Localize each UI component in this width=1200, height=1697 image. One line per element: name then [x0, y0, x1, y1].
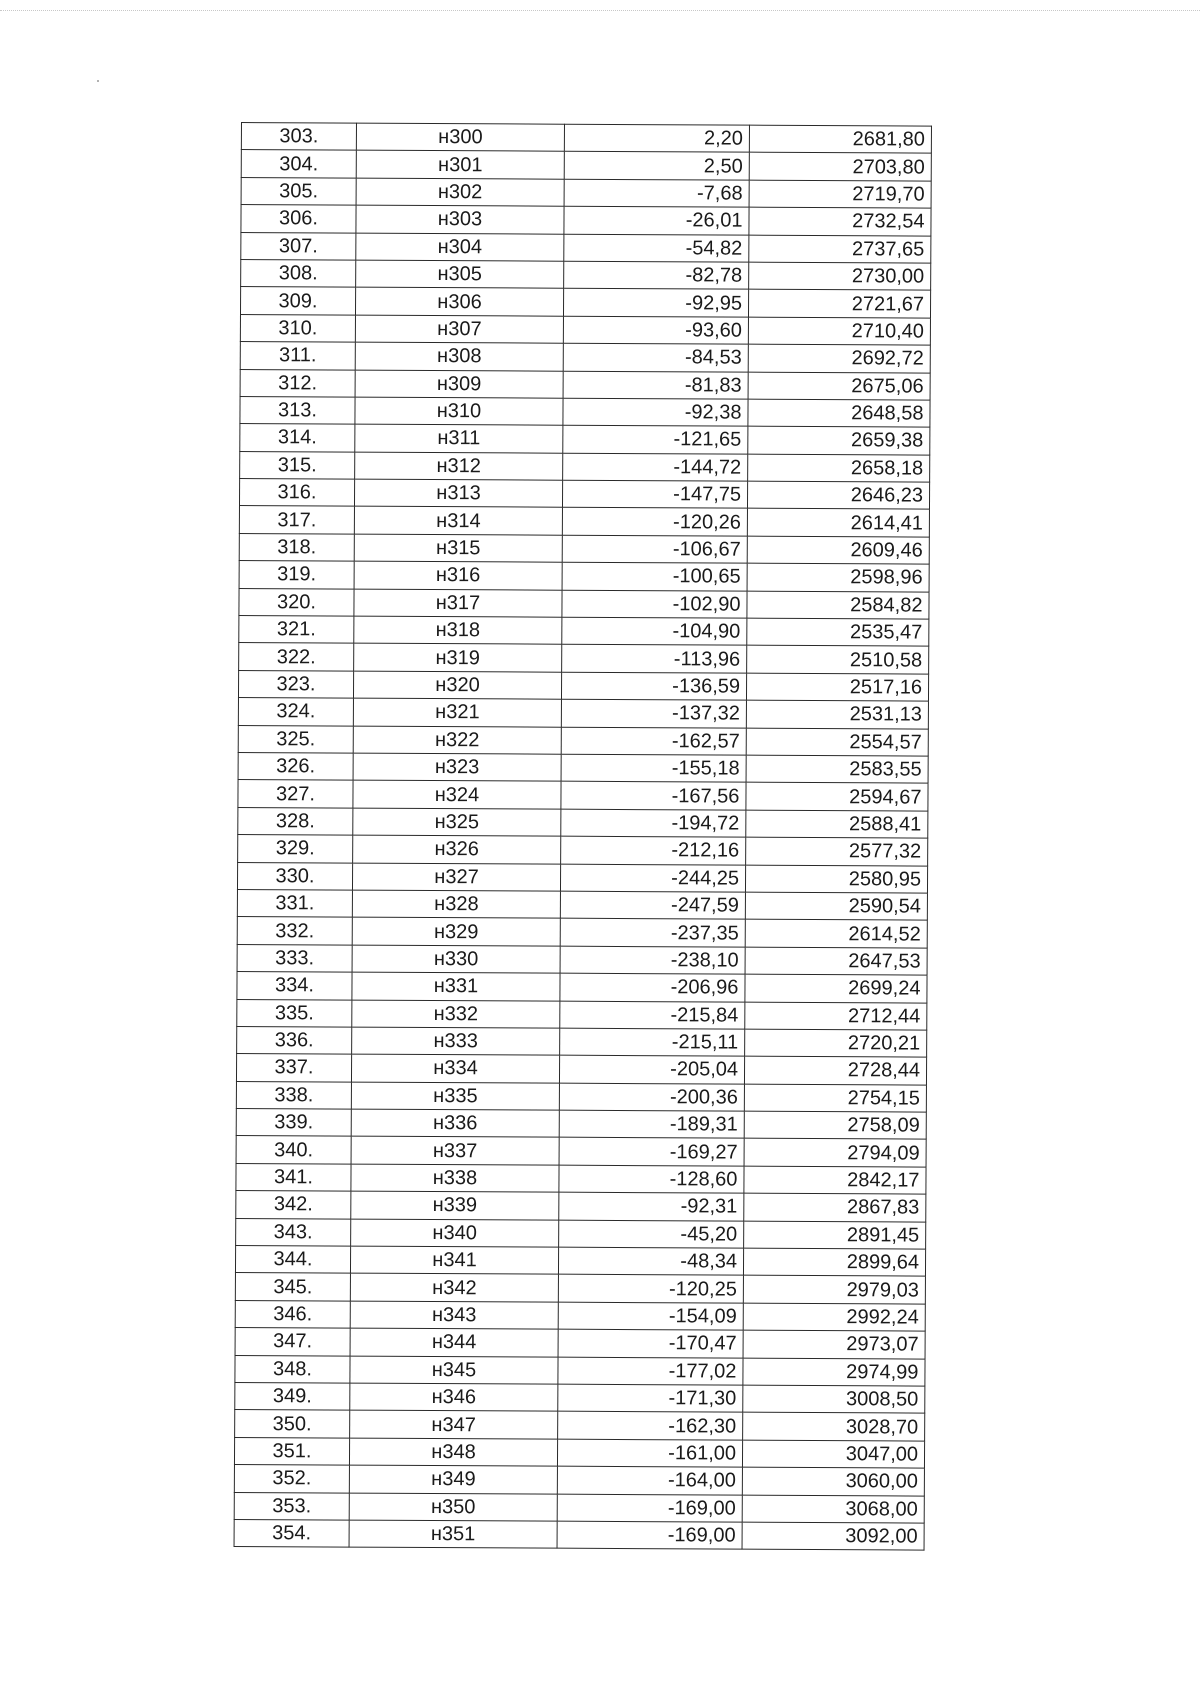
row-number-cell: 307. [241, 232, 356, 260]
table-row [236, 1081, 926, 1112]
x-coordinate-cell: -205,04 [559, 1055, 744, 1083]
row-number-cell: 321. [239, 616, 354, 644]
row-number-cell: 325. [238, 725, 353, 753]
row-number-cell: 343. [236, 1218, 351, 1246]
y-coordinate-cell: 2598,96 [747, 563, 929, 591]
x-coordinate-cell: -113,96 [562, 645, 747, 673]
point-name-cell: н309 [355, 370, 563, 398]
x-coordinate-cell: -84,53 [563, 343, 748, 371]
y-coordinate-cell: 2659,38 [748, 426, 930, 454]
x-coordinate-cell: -7,68 [564, 179, 749, 207]
x-coordinate-cell: -238,10 [560, 946, 745, 974]
point-name-cell: н339 [351, 1191, 559, 1219]
y-coordinate-cell: 2974,99 [743, 1358, 925, 1386]
x-coordinate-cell: -128,60 [559, 1165, 744, 1193]
point-name-cell: н313 [354, 479, 562, 507]
x-coordinate-cell: -162,30 [558, 1412, 743, 1440]
point-name-cell: н337 [351, 1137, 559, 1165]
y-coordinate-cell: 2648,58 [748, 399, 930, 427]
table-row [238, 780, 928, 811]
table-row [239, 561, 929, 592]
row-number-cell: 312. [240, 369, 355, 397]
point-name-cell: н302 [356, 178, 564, 206]
point-name-cell: н343 [350, 1301, 558, 1329]
x-coordinate-cell: -120,25 [558, 1275, 743, 1303]
table-row [235, 1300, 925, 1331]
row-number-cell: 317. [239, 506, 354, 534]
table-row [239, 643, 929, 674]
y-coordinate-cell: 2867,83 [744, 1193, 926, 1221]
table-row [236, 1054, 926, 1085]
x-coordinate-cell: -144,72 [563, 453, 748, 481]
y-coordinate-cell: 3092,00 [742, 1522, 924, 1550]
table-row [238, 835, 928, 866]
table-row [238, 725, 928, 756]
x-coordinate-cell: -100,65 [562, 562, 747, 590]
y-coordinate-cell: 3047,00 [742, 1440, 924, 1468]
row-number-cell: 354. [234, 1519, 349, 1547]
point-name-cell: н341 [350, 1246, 558, 1274]
row-number-cell: 350. [235, 1410, 350, 1438]
point-name-cell: н303 [356, 205, 564, 233]
x-coordinate-cell: -48,34 [558, 1247, 743, 1275]
row-number-cell: 323. [238, 670, 353, 698]
row-number-cell: 328. [238, 807, 353, 835]
point-name-cell: н331 [352, 972, 560, 1000]
x-coordinate-cell: -82,78 [564, 261, 749, 289]
x-coordinate-cell: -167,56 [561, 782, 746, 810]
table-row [241, 232, 931, 263]
table-row [238, 807, 928, 838]
point-name-cell: н351 [349, 1520, 557, 1548]
row-number-cell: 331. [237, 889, 352, 917]
row-number-cell: 305. [241, 177, 356, 205]
x-coordinate-cell: -26,01 [564, 206, 749, 234]
x-coordinate-cell: -45,20 [559, 1220, 744, 1248]
y-coordinate-cell: 2580,95 [745, 865, 927, 893]
row-number-cell: 353. [234, 1492, 349, 1520]
y-coordinate-cell: 2721,67 [748, 290, 930, 318]
point-name-cell: н350 [349, 1493, 557, 1521]
x-coordinate-cell: -161,00 [557, 1439, 742, 1467]
row-number-cell: 349. [235, 1382, 350, 1410]
table-row [235, 1328, 925, 1359]
row-number-cell: 339. [236, 1109, 351, 1137]
point-name-cell: н319 [354, 644, 562, 672]
y-coordinate-cell: 2992,24 [743, 1303, 925, 1331]
row-number-cell: 324. [238, 698, 353, 726]
row-number-cell: 333. [237, 944, 352, 972]
row-number-cell: 332. [237, 917, 352, 945]
table-row [238, 698, 928, 729]
point-name-cell: н332 [352, 1000, 560, 1028]
y-coordinate-cell: 2973,07 [743, 1330, 925, 1358]
point-name-cell: н327 [352, 863, 560, 891]
table-row [236, 1109, 926, 1140]
x-coordinate-cell: -206,96 [560, 973, 745, 1001]
x-coordinate-cell: -102,90 [562, 590, 747, 618]
row-number-cell: 345. [235, 1273, 350, 1301]
point-name-cell: н322 [353, 726, 561, 754]
point-name-cell: н305 [356, 260, 564, 288]
x-coordinate-cell: -212,16 [561, 836, 746, 864]
point-name-cell: н310 [355, 397, 563, 425]
row-number-cell: 309. [240, 287, 355, 315]
x-coordinate-cell: -164,00 [557, 1466, 742, 1494]
row-number-cell: 314. [240, 424, 355, 452]
y-coordinate-cell: 2891,45 [744, 1221, 926, 1249]
y-coordinate-cell: 2510,58 [747, 646, 929, 674]
y-coordinate-cell: 2732,54 [749, 207, 931, 235]
y-coordinate-cell: 2554,57 [746, 728, 928, 756]
table-row [238, 752, 928, 783]
table-row [237, 999, 927, 1030]
point-name-cell: н304 [356, 233, 564, 261]
table-row [237, 944, 927, 975]
y-coordinate-cell: 2979,03 [743, 1276, 925, 1304]
point-name-cell: н338 [351, 1164, 559, 1192]
point-name-cell: н346 [350, 1383, 558, 1411]
y-coordinate-cell: 2646,23 [747, 481, 929, 509]
y-coordinate-cell: 2692,72 [748, 344, 930, 372]
x-coordinate-cell: -215,11 [560, 1028, 745, 1056]
table-row [239, 479, 929, 510]
row-number-cell: 347. [235, 1328, 350, 1356]
point-name-cell: н345 [350, 1356, 558, 1384]
row-number-cell: 340. [236, 1136, 351, 1164]
point-name-cell: н325 [353, 808, 561, 836]
x-coordinate-cell: -247,59 [560, 891, 745, 919]
y-coordinate-cell: 3028,70 [743, 1413, 925, 1441]
table-row [234, 1519, 924, 1550]
table-row [241, 150, 931, 181]
x-coordinate-cell: -120,26 [562, 508, 747, 536]
point-name-cell: н314 [354, 507, 562, 535]
point-name-cell: н320 [353, 671, 561, 699]
y-coordinate-cell: 2531,13 [746, 700, 928, 728]
y-coordinate-cell: 2710,40 [748, 317, 930, 345]
point-name-cell: н334 [351, 1054, 559, 1082]
x-coordinate-cell: -92,38 [563, 398, 748, 426]
table-row [241, 205, 931, 236]
table-row [239, 616, 929, 647]
table-row [240, 287, 930, 318]
row-number-cell: 320. [239, 588, 354, 616]
table-row [237, 972, 927, 1003]
table-row [236, 1136, 926, 1167]
row-number-cell: 313. [240, 396, 355, 424]
point-name-cell: н316 [354, 561, 562, 589]
table-row [241, 177, 931, 208]
row-number-cell: 346. [235, 1300, 350, 1328]
y-coordinate-cell: 2583,55 [746, 755, 928, 783]
row-number-cell: 316. [239, 479, 354, 507]
x-coordinate-cell: -54,82 [564, 234, 749, 262]
x-coordinate-cell: -169,00 [557, 1521, 742, 1549]
x-coordinate-cell: -106,67 [562, 535, 747, 563]
y-coordinate-cell: 3060,00 [742, 1467, 924, 1495]
row-number-cell: 335. [237, 999, 352, 1027]
y-coordinate-cell: 2577,32 [746, 837, 928, 865]
point-name-cell: н307 [355, 315, 563, 343]
table-row [240, 451, 930, 482]
x-coordinate-cell: 2,50 [564, 152, 749, 180]
y-coordinate-cell: 2588,41 [746, 810, 928, 838]
table-row [240, 424, 930, 455]
table-row [237, 917, 927, 948]
point-name-cell: н344 [350, 1328, 558, 1356]
point-name-cell: н323 [353, 753, 561, 781]
table-row [234, 1465, 924, 1496]
x-coordinate-cell: 2,20 [564, 124, 749, 152]
table-row [241, 259, 931, 290]
x-coordinate-cell: -171,30 [558, 1384, 743, 1412]
x-coordinate-cell: -162,57 [561, 727, 746, 755]
y-coordinate-cell: 2720,21 [745, 1029, 927, 1057]
table-row [234, 1437, 924, 1468]
y-coordinate-cell: 2517,16 [746, 673, 928, 701]
table-row [234, 1492, 924, 1523]
y-coordinate-cell: 2703,80 [749, 153, 931, 181]
row-number-cell: 322. [239, 643, 354, 671]
row-number-cell: 319. [239, 561, 354, 589]
y-coordinate-cell: 2728,44 [744, 1056, 926, 1084]
table-row [240, 342, 930, 373]
table-row [235, 1355, 925, 1386]
row-number-cell: 330. [237, 862, 352, 890]
y-coordinate-cell: 2754,15 [744, 1084, 926, 1112]
point-name-cell: н301 [356, 150, 564, 178]
point-name-cell: н317 [354, 589, 562, 617]
x-coordinate-cell: -200,36 [559, 1083, 744, 1111]
row-number-cell: 303. [241, 123, 356, 151]
y-coordinate-cell: 2658,18 [748, 454, 930, 482]
table-row [236, 1163, 926, 1194]
row-number-cell: 310. [240, 314, 355, 342]
row-number-cell: 329. [238, 835, 353, 863]
y-coordinate-cell: 2609,46 [747, 536, 929, 564]
point-name-cell: н311 [355, 424, 563, 452]
row-number-cell: 311. [240, 342, 355, 370]
row-number-cell: 352. [234, 1465, 349, 1493]
table-row [240, 369, 930, 400]
y-coordinate-cell: 2681,80 [749, 125, 931, 153]
x-coordinate-cell: -147,75 [562, 480, 747, 508]
row-number-cell: 341. [236, 1163, 351, 1191]
y-coordinate-cell: 2647,53 [745, 947, 927, 975]
y-coordinate-cell: 2730,00 [749, 262, 931, 290]
y-coordinate-cell: 2794,09 [744, 1139, 926, 1167]
y-coordinate-cell: 2614,41 [747, 509, 929, 537]
row-number-cell: 327. [238, 780, 353, 808]
row-number-cell: 342. [236, 1191, 351, 1219]
table-row [239, 506, 929, 537]
x-coordinate-cell: -92,31 [559, 1192, 744, 1220]
y-coordinate-cell: 2535,47 [747, 618, 929, 646]
x-coordinate-cell: -169,27 [559, 1138, 744, 1166]
point-name-cell: н326 [353, 835, 561, 863]
table-row [235, 1246, 925, 1277]
x-coordinate-cell: -155,18 [561, 754, 746, 782]
point-name-cell: н330 [352, 945, 560, 973]
y-coordinate-cell: 3008,50 [743, 1385, 925, 1413]
x-coordinate-cell: -81,83 [563, 371, 748, 399]
x-coordinate-cell: -244,25 [560, 864, 745, 892]
x-coordinate-cell: -104,90 [562, 617, 747, 645]
row-number-cell: 351. [234, 1437, 349, 1465]
y-coordinate-cell: 2614,52 [745, 919, 927, 947]
x-coordinate-cell: -92,95 [563, 289, 748, 317]
x-coordinate-cell: -121,65 [563, 425, 748, 453]
scan-top-edge [0, 10, 1200, 11]
x-coordinate-cell: -237,35 [560, 919, 745, 947]
point-name-cell: н347 [350, 1410, 558, 1438]
row-number-cell: 308. [241, 259, 356, 287]
x-coordinate-cell: -169,00 [557, 1494, 742, 1522]
x-coordinate-cell: -189,31 [559, 1110, 744, 1138]
y-coordinate-cell: 2590,54 [745, 892, 927, 920]
point-name-cell: н318 [354, 616, 562, 644]
row-number-cell: 348. [235, 1355, 350, 1383]
row-number-cell: 326. [238, 752, 353, 780]
point-name-cell: н348 [349, 1438, 557, 1466]
table-row [239, 533, 929, 564]
row-number-cell: 334. [237, 972, 352, 1000]
point-name-cell: н315 [354, 534, 562, 562]
point-name-cell: н336 [351, 1109, 559, 1137]
x-coordinate-cell: -154,09 [558, 1302, 743, 1330]
point-name-cell: н349 [349, 1465, 557, 1493]
point-name-cell: н321 [353, 698, 561, 726]
table-row [241, 123, 931, 154]
x-coordinate-cell: -137,32 [561, 699, 746, 727]
point-name-cell: н333 [352, 1027, 560, 1055]
table-row [237, 1026, 927, 1057]
point-name-cell: н308 [355, 342, 563, 370]
row-number-cell: 318. [239, 533, 354, 561]
point-name-cell: н342 [350, 1273, 558, 1301]
row-number-cell: 336. [237, 1026, 352, 1054]
point-name-cell: н329 [352, 917, 560, 945]
x-coordinate-cell: -177,02 [558, 1357, 743, 1385]
table-row [235, 1273, 925, 1304]
table-row [237, 862, 927, 893]
table-row [238, 670, 928, 701]
scan-speck [97, 80, 99, 82]
row-number-cell: 344. [235, 1246, 350, 1274]
table-row [235, 1410, 925, 1441]
table-row [239, 588, 929, 619]
y-coordinate-cell: 2675,06 [748, 372, 930, 400]
row-number-cell: 315. [240, 451, 355, 479]
x-coordinate-cell: -215,84 [560, 1001, 745, 1029]
row-number-cell: 304. [241, 150, 356, 178]
table-row [240, 314, 930, 345]
row-number-cell: 306. [241, 205, 356, 233]
x-coordinate-cell: -194,72 [561, 809, 746, 837]
coordinates-table-body [234, 123, 931, 1551]
x-coordinate-cell: -136,59 [561, 672, 746, 700]
y-coordinate-cell: 2584,82 [747, 591, 929, 619]
point-name-cell: н324 [353, 780, 561, 808]
row-number-cell: 338. [236, 1081, 351, 1109]
table-row [235, 1382, 925, 1413]
point-name-cell: н328 [352, 890, 560, 918]
coordinates-table [234, 122, 932, 1551]
table-row [236, 1218, 926, 1249]
y-coordinate-cell: 2719,70 [749, 180, 931, 208]
y-coordinate-cell: 2758,09 [744, 1111, 926, 1139]
point-name-cell: н335 [351, 1082, 559, 1110]
table-row [237, 889, 927, 920]
table-row [240, 396, 930, 427]
x-coordinate-cell: -170,47 [558, 1329, 743, 1357]
row-number-cell: 337. [236, 1054, 351, 1082]
x-coordinate-cell: -93,60 [563, 316, 748, 344]
table-row [236, 1191, 926, 1222]
y-coordinate-cell: 2899,64 [743, 1248, 925, 1276]
y-coordinate-cell: 2712,44 [745, 1002, 927, 1030]
y-coordinate-cell: 3068,00 [742, 1495, 924, 1523]
y-coordinate-cell: 2737,65 [749, 235, 931, 263]
y-coordinate-cell: 2594,67 [746, 783, 928, 811]
y-coordinate-cell: 2842,17 [744, 1166, 926, 1194]
point-name-cell: н340 [351, 1219, 559, 1247]
point-name-cell: н306 [355, 287, 563, 315]
point-name-cell: н312 [355, 452, 563, 480]
y-coordinate-cell: 2699,24 [745, 974, 927, 1002]
point-name-cell: н300 [356, 123, 564, 151]
